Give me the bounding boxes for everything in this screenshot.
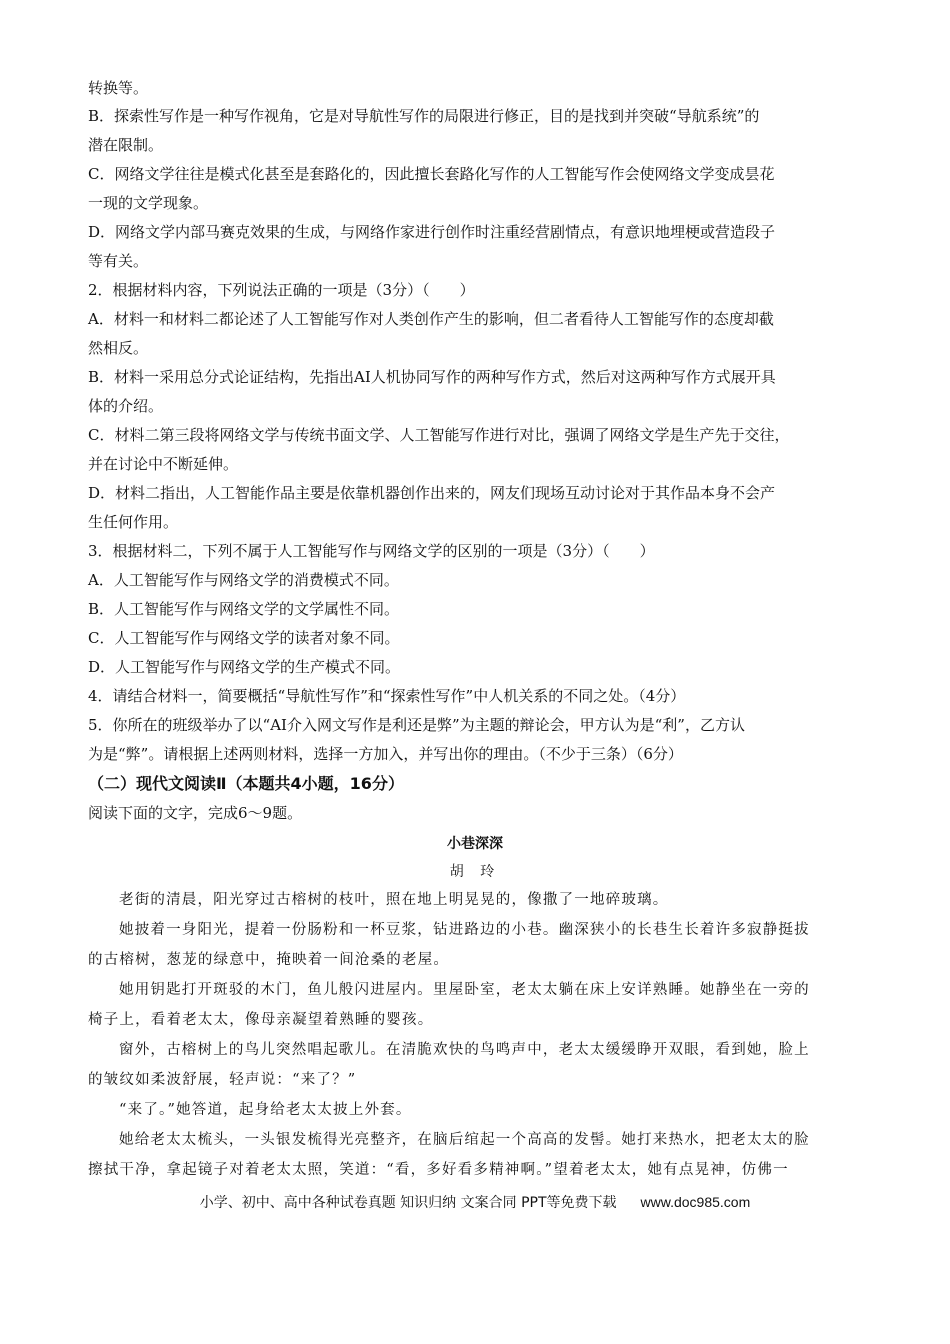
story-paragraph-3-line1: 她用钥匙打开斑驳的木门，鱼儿般闪进屋内。里屋卧室，老太太躺在床上安详熟睡。她静坐在一旁的 [119,982,810,998]
q2-option-d-line2: 生任何作用。 [88,513,179,531]
q1-option-c-line1: C．网络文学往往是模式化甚至是套路化的，因此擅长套路化写作的人工智能写作会使网络文学变成昙花 [88,165,775,183]
story-paragraph-5: “来了。”她答道，起身给老太太披上外套。 [119,1102,412,1118]
q4-stem: 4．请结合材料一，简要概括“导航性写作”和“探索性写作”中人机关系的不同之处。（4分） [88,687,686,705]
q2-option-a-line2: 然相反。 [88,339,149,357]
story-paragraph-4-line1: 窗外，古榕树上的鸟儿突然唱起歌儿。在清脆欢快的鸟鸣声中，老太太缓缓睁开双眼，看到她，脸上 [119,1042,810,1058]
section-instruction: 阅读下面的文字，完成6～9题。 [88,804,303,822]
story-paragraph-6-line1: 她给老太太梳头，一头银发梳得光亮整齐，在脑后绾起一个高高的发髻。她打来热水，把老太太的脸 [119,1132,810,1148]
q3-option-c: C．人工智能写作与网络文学的读者对象不同。 [88,629,400,647]
q2-stem: 2．根据材料内容，下列说法正确的一项是（3分）（ ） [88,281,475,299]
footer-site-link[interactable]: www.doc985.com [640,1194,751,1210]
story-paragraph-6-line2: 擦拭干净，拿起镜子对着老太太照，笑道：“看，多好看多精神啊。”望着老太太，她有点晃神，仿佛一 [88,1162,789,1178]
page-footer [0,1192,950,1212]
q2-option-c-line2: 并在讨论中不断延伸。 [88,455,239,473]
story-title: 小巷深深 [447,836,503,852]
section-heading: （二）现代文阅读Ⅱ（本题共4小题，16分） [88,774,404,793]
q5-line1: 5．你所在的班级举办了以“AI介入网文写作是利还是弊”为主题的辩论会，甲方认为是“利”，乙方认 [88,716,745,734]
story-paragraph-3-line2: 椅子上，看着老太太，像母亲凝望着熟睡的婴孩。 [88,1012,434,1028]
q1-option-a-tail: 转换等。 [88,79,149,97]
story-paragraph-1: 老街的清晨，阳光穿过古榕树的枝叶，照在地上明晃晃的，像撒了一地碎玻璃。 [119,892,669,908]
q2-option-b-line2: 体的介绍。 [88,397,164,415]
q3-option-a: A．人工智能写作与网络文学的消费模式不同。 [88,571,399,589]
story-author: 胡 玲 [449,864,501,880]
q2-option-b-line1: B．材料一采用总分式论证结构，先指出AI人机协同写作的两种写作方式，然后对这两种写作方式展开具 [88,368,776,386]
story-paragraph-2-line1: 她披着一身阳光，提着一份肠粉和一杯豆浆，钻进路边的小巷。幽深狭小的长巷生长着许多寂静挺拔 [119,922,810,938]
q5-line2: 为是“弊”。请根据上述两则材料，选择一方加入，并写出你的理由。（不少于三条）（6分） [88,745,683,763]
q1-option-d-line2: 等有关。 [88,252,149,270]
q1-option-c-line2: 一现的文学现象。 [88,194,209,212]
q1-option-b-line2: 潜在限制。 [88,136,164,154]
footer-text: 小学、初中、高中各种试卷真题 知识归纳 文案合同 PPT等免费下载 [199,1195,617,1211]
story-paragraph-4-line2: 的皱纹如柔波舒展，轻声说：“来了？” [88,1072,357,1088]
q3-option-d: D．人工智能写作与网络文学的生产模式不同。 [88,658,401,676]
q3-option-b: B．人工智能写作与网络文学的文学属性不同。 [88,600,400,618]
q2-option-c-line1: C．材料二第三段将网络文学与传统书面文学、人工智能写作进行对比，强调了网络文学是生产先于交往， [88,426,790,444]
story-paragraph-2-line2: 的古榕树，葱茏的绿意中，掩映着一间沧桑的老屋。 [88,952,450,968]
q1-option-b-line1: B．探索性写作是一种写作视角，它是对导航性写作的局限进行修正，目的是找到并突破“导航系统”的 [88,107,760,125]
q2-option-a-line1: A．材料一和材料二都论述了人工智能写作对人类创作产生的影响，但二者看待人工智能写作的态度却截 [88,310,774,328]
q2-option-d-line1: D．材料二指出，人工智能作品主要是依靠机器创作出来的，网友们现场互动讨论对于其作品本身不会产 [88,484,776,502]
q3-stem: 3．根据材料二，下列不属于人工智能写作与网络文学的区别的一项是（3分）（ ） [88,542,655,560]
q1-option-d-line1: D．网络文学内部马赛克效果的生成，与网络作家进行创作时注重经营剧情点，有意识地埋梗或营造段子 [88,223,776,241]
